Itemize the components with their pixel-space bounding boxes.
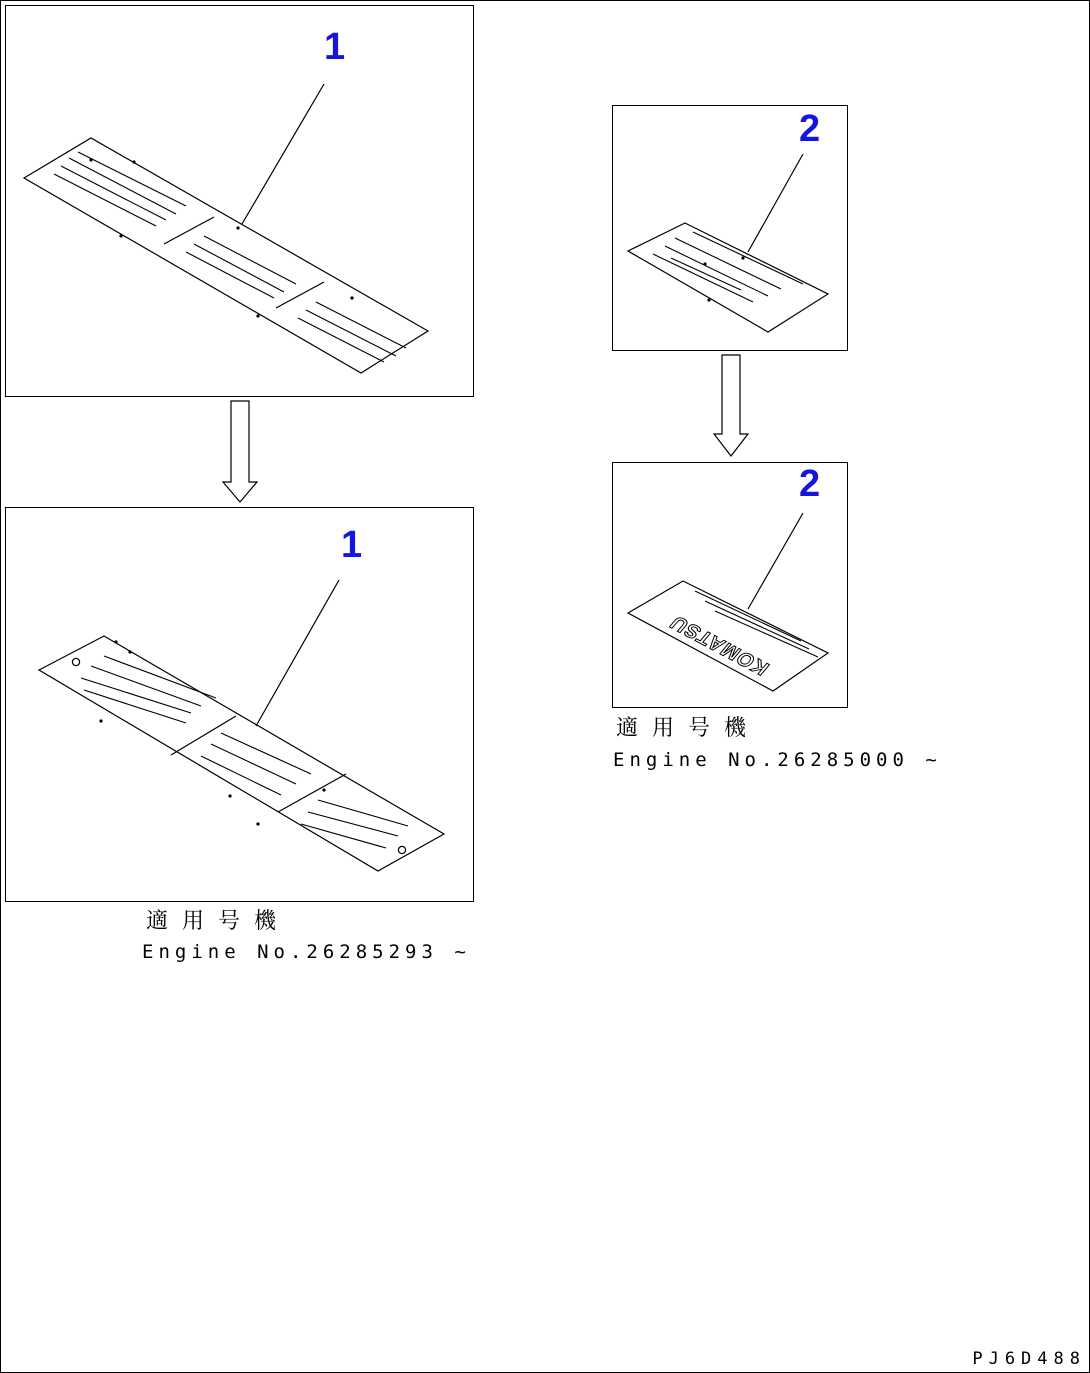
drawing-id: PJ6D488 — [972, 1349, 1086, 1369]
callout-number: 2 — [799, 108, 821, 150]
arrow-down-icon — [220, 400, 260, 504]
arrow-down-icon — [711, 354, 751, 458]
engine-number-label: Engine No.26285000 ~ — [613, 749, 942, 771]
engine-number-label: Engine No.26285293 ~ — [142, 941, 471, 963]
floor-mat-illustration — [6, 6, 475, 398]
panel-bottom-left — [5, 507, 474, 902]
applicable-models-label: 適用号機 — [146, 909, 291, 934]
panel-top-left — [5, 5, 474, 397]
panel-top-right — [612, 105, 848, 351]
floor-mat-illustration — [6, 508, 475, 903]
applicable-models-label: 適用号機 — [616, 716, 761, 741]
callout-number: 2 — [799, 463, 821, 505]
panel-bottom-right — [612, 462, 848, 708]
callout-number: 1 — [324, 26, 346, 68]
callout-number: 1 — [341, 524, 363, 566]
komatsu-logo: KOMATSU — [665, 611, 774, 679]
